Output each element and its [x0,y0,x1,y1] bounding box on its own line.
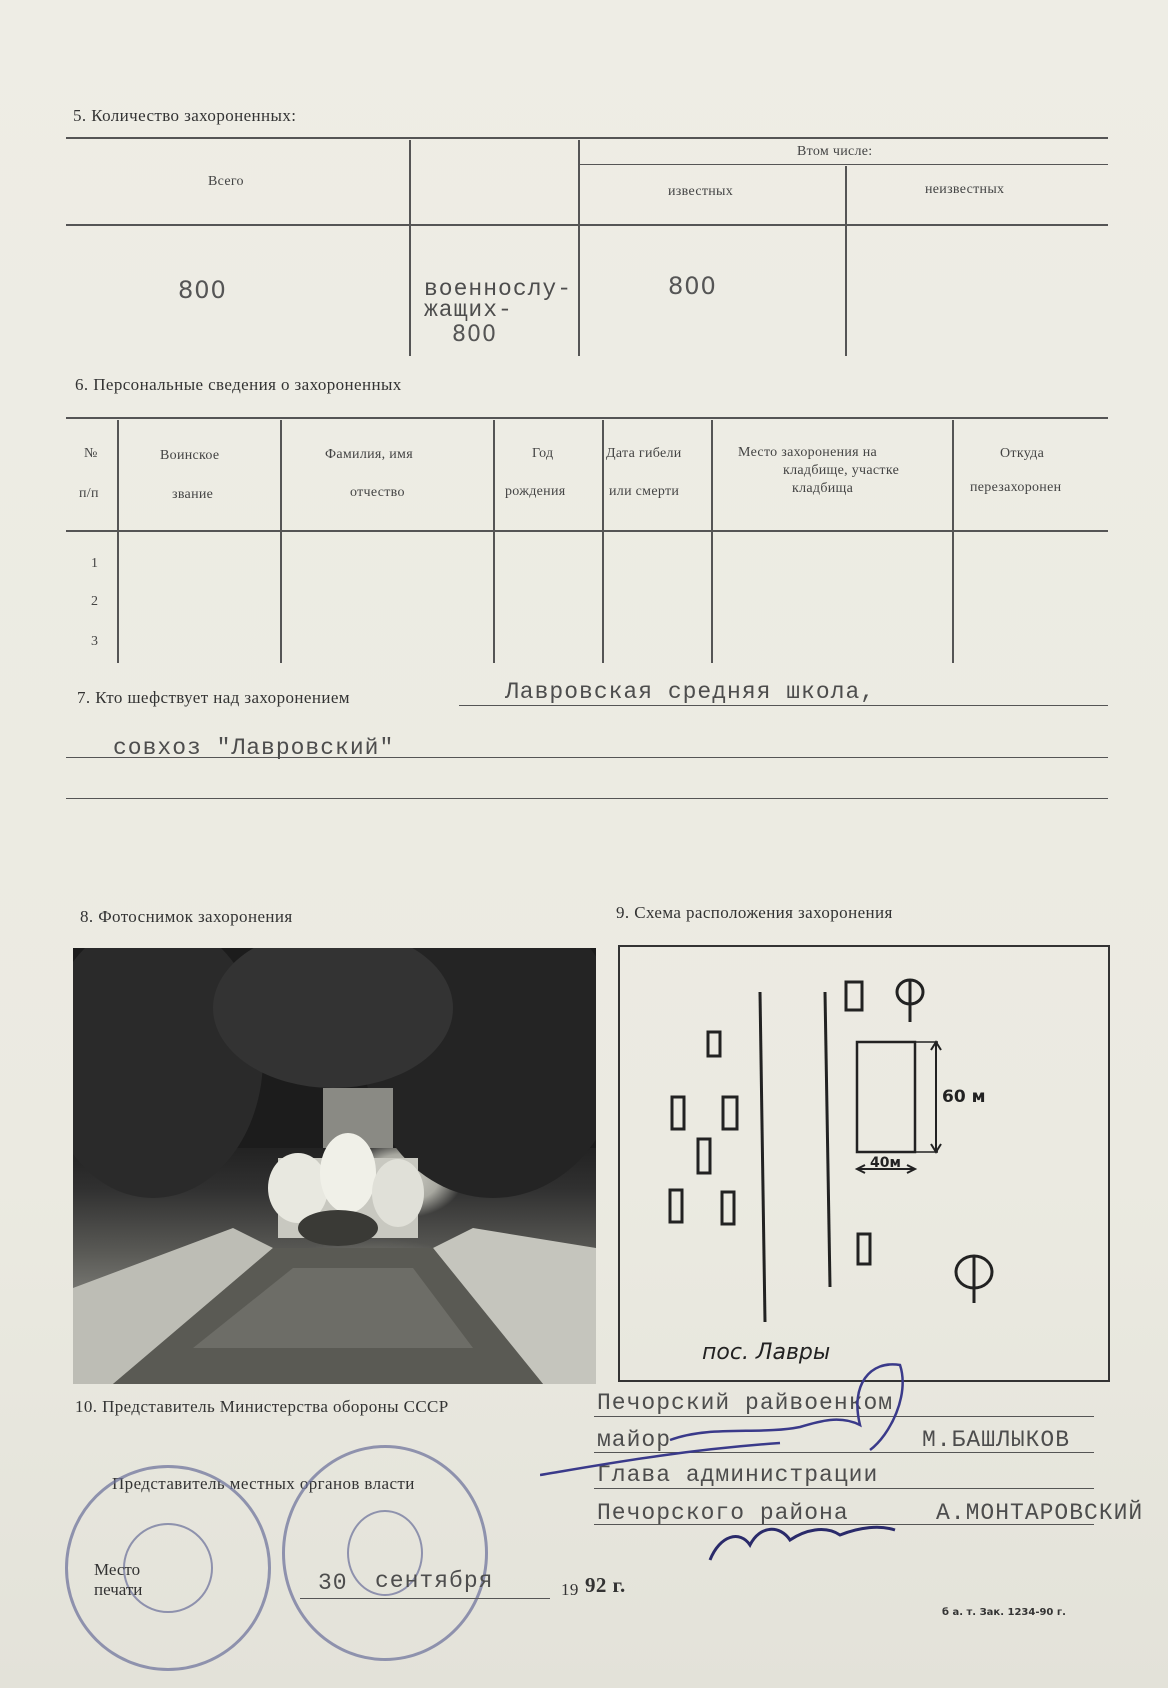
total-value: 800 [178,276,227,304]
print-info: б а. т. Зак. 1234-90 г. [942,1607,1066,1618]
soldiers-count: 800 [452,322,497,347]
patron-line2: совхоз "Лавровский" [113,735,395,761]
stamp-place-line2: печати [94,1580,143,1599]
mo-office: Печорский райвоенком [597,1390,894,1416]
row-number-2: 2 [91,594,99,609]
mo-rank: майор [597,1427,672,1453]
burial-photo [73,948,596,1384]
section7-title: 7. Кто шефствует над захоронением [77,688,350,707]
hdr-from2: перезахоронен [970,480,1062,495]
hdr-year1: Год [532,446,554,461]
known-value: 800 [668,272,717,300]
patron-line1: Лавровская средняя школа, [505,679,876,705]
hdr-num2: п/п [79,486,99,501]
col-known-header: известных [668,184,734,199]
scheme-height-label: 60 м [942,1087,986,1107]
scheme-place-label: пос. Лавры [702,1340,831,1365]
row-number-1: 1 [91,556,99,571]
hdr-num1: № [84,446,98,461]
hdr-death1: Дата гибели [606,446,682,461]
hdr-rank2: звание [172,487,214,502]
date-year-suffix: 92 г. [585,1573,626,1597]
administration-stamp [282,1445,488,1661]
hdr-name2: отчество [350,485,405,500]
row-number-3: 3 [91,634,99,649]
signatures [540,1355,1060,1575]
mo-name: М.БАШЛЫКОВ [922,1427,1071,1453]
col-total-header: Всего [208,174,244,189]
soldiers-line1: военнослу- [424,276,573,302]
col-unknown-header: неизвестных [925,182,1005,197]
hdr-death2: или смерти [609,484,680,499]
hdr-place3: кладбища [792,481,854,496]
location-scheme [618,945,1110,1382]
hdr-from1: Откуда [1000,446,1045,461]
hdr-rank1: Воинское [160,448,220,463]
hdr-name1: Фамилия, имя [325,447,413,462]
section5-title: 5. Количество захороненных: [73,106,297,125]
hdr-year2: рождения [505,484,566,499]
date-year-prefix: 19 [561,1580,579,1599]
stamp-place-line1: Место [94,1560,141,1579]
stamp-place-label [94,1560,142,1600]
local-name: А.МОНТАРОВСКИЙ [936,1500,1144,1526]
hdr-place2: кладбище, участке [783,463,900,478]
soldiers-line2: жащих- [424,297,513,323]
scheme-width-label: 40м [870,1155,901,1171]
section6-title: 6. Персональные сведения о захороненных [75,375,402,394]
local-authority-title: Представитель местных органов власти [112,1474,415,1493]
hdr-place1: Место захоронения на [738,445,878,460]
date-day: 30 [318,1570,348,1596]
col-including-header: Втом числе: [797,144,873,159]
section8-title: 8. Фотоснимок захоронения [80,907,293,926]
date-month: сентября [375,1568,494,1594]
local-office-line2: Печорского района [597,1500,849,1526]
local-office-line1: Глава администрации [597,1462,879,1488]
section10-title: 10. Представитель Министерства обороны СССР [75,1397,449,1416]
section9-title: 9. Схема расположения захоронения [616,903,893,922]
